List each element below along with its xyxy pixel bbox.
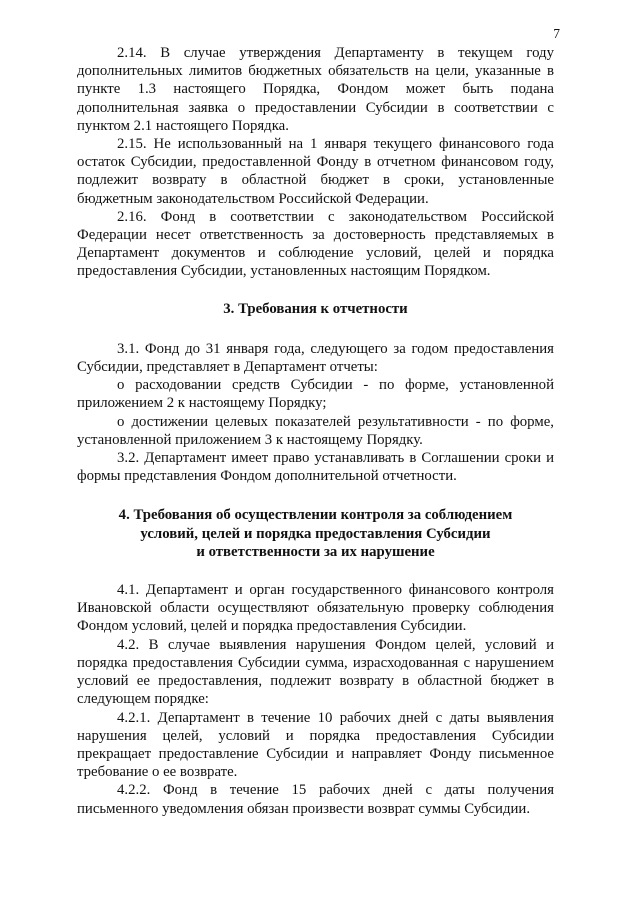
- paragraph-3-1-item-2: о достижении целевых показателей результативности - по форме, установленной приложением 3 к настоящему Порядку.: [77, 413, 554, 448]
- page-number: 7: [553, 26, 560, 41]
- paragraph-4-2: 4.2. В случае выявления нарушения Фондом целей, условий и порядка предоставления Субсидии сумма, израсходованная с нарушением условий ее предоставления, подлежит возврату в областной бюджет в следующем порядке:: [77, 636, 554, 708]
- paragraph-2-15: 2.15. Не использованный на 1 января текущего финансового года остаток Субсидии, предоставленной Фонду в отчетном финансовом году, подлежит возврату в областной бюджет в сроки, установленные бюджетным законодательством Российской Федерации.: [77, 136, 554, 207]
- paragraph-3-1: 3.1. Фонд до 31 января года, следующего за годом предоставления Субсидии, представляет в Департамент отчеты:: [77, 340, 554, 376]
- paragraph-4-2-1: 4.2.1. Департамент в течение 10 рабочих дней с даты выявления нарушения целей, условий и порядка предоставления Субсидии прекращает предоставление Субсидии и направляет Фонду письменное требование о ее возврате.: [77, 709, 554, 781]
- document-body: [77, 44, 554, 818]
- paragraph-3-2: 3.2. Департамент имеет право устанавливать в Соглашении сроки и формы представления Фондом дополнительной отчетности.: [77, 450, 554, 485]
- section-4-heading-line-2: условий, целей и порядка предоставления Субсидии: [140, 525, 491, 542]
- section-4-heading-line-3: и ответственности за их нарушение: [196, 543, 435, 560]
- paragraph-2-16: 2.16. Фонд в соответствии с законодательством Российской Федерации несет ответственность за достоверность представляемых в Департамент документов и соблюдение условий, целей и порядка предоставления Субсидии, установленных настоящим Порядком.: [77, 208, 554, 280]
- paragraph-4-1: 4.1. Департамент и орган государственного финансового контроля Ивановской области осуществляют обязательную проверку соблюдения Фондом условий, целей и порядка предоставления Субсидии.: [77, 582, 554, 635]
- paragraph-2-14: 2.14. В случае утверждения Департаменту в текущем году дополнительных лимитов бюджетных обязательств на цели, указанные в пункте 1.3 настоящего Порядка, Фондом может быть подана дополнительная заявка о предоставлении Субсидии в соответствии с пунктом 2.1 настоящего Порядка.: [77, 45, 554, 134]
- section-4-heading: [77, 506, 554, 561]
- section-4-heading-line-1: 4. Требования об осуществлении контроля за соблюдением: [118, 507, 513, 524]
- paragraph-4-2-2: 4.2.2. Фонд в течение 15 рабочих дней с даты получения письменного уведомления обязан произвести возврат суммы Субсидии.: [77, 782, 554, 817]
- paragraph-3-1-item-1: о расходовании средств Субсидии - по форме, установленной приложением 2 к настоящему Порядку;: [77, 377, 554, 412]
- section-3-heading: 3. Требования к отчетности: [223, 300, 408, 317]
